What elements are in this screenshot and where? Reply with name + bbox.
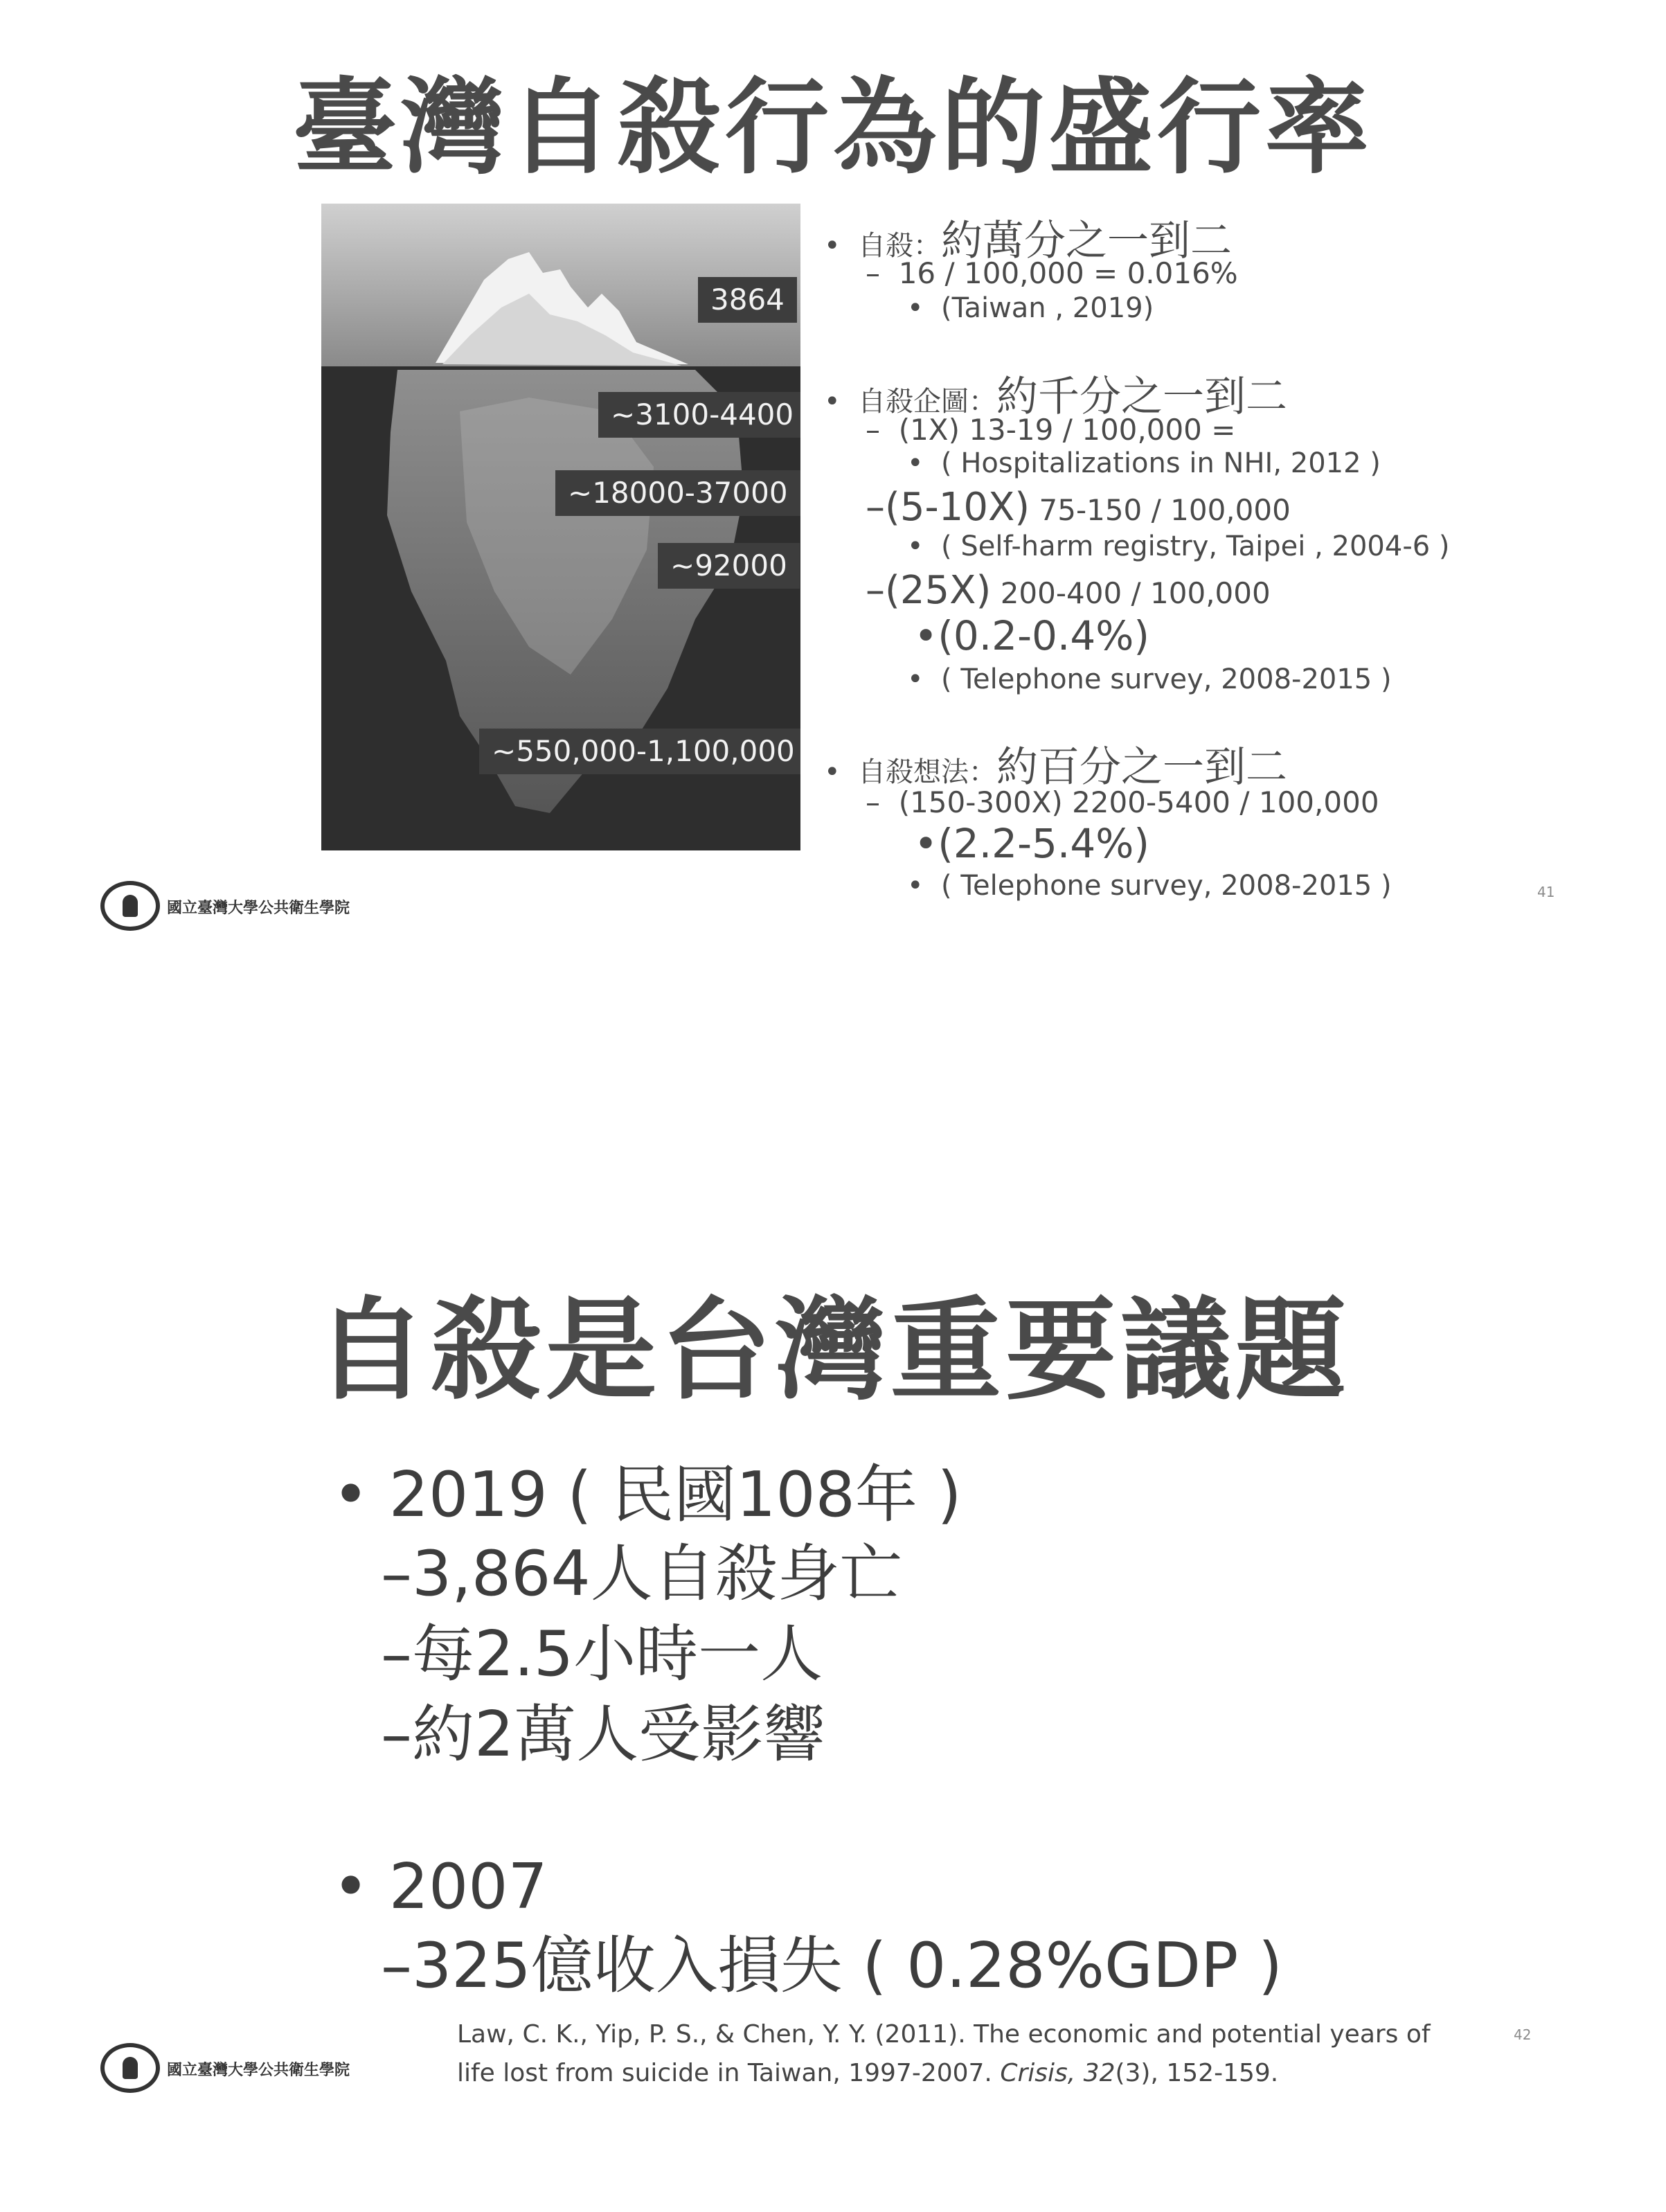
bullet-2007: • 2007 — [332, 1850, 548, 1923]
iceberg-label-deaths: 3864 — [698, 277, 797, 323]
suicide-rate: – 16 / 100,000 = 0.016% — [866, 256, 1238, 290]
attempt-source-2: • ( Self-harm registry, Taipei , 2004-6 ) — [907, 530, 1450, 562]
ntu-seal-icon — [100, 881, 160, 931]
bullet-attempt: • 自殺企圖：約千分之一到二 — [824, 373, 1288, 421]
attempt-rate-2: –(5-10X) 75-150 / 100,000 — [866, 485, 1291, 530]
ntu-seal-icon — [100, 2043, 160, 2093]
attempt-source-3: • ( Telephone survey, 2008-2015 ) — [907, 663, 1392, 695]
list-item: –325億收入損失 ( 0.28%GDP ) — [381, 1929, 1283, 2002]
list-item: –3,864人自殺身亡 — [381, 1537, 902, 1610]
iceberg-label-hospitalizations: ~3100-4400 — [598, 392, 800, 438]
slide-title: 臺灣自殺行為的盛行率 — [292, 68, 1373, 188]
attempt-rate-1: – (1X) 13-19 / 100,000 = — [866, 413, 1236, 447]
ntu-public-health-logo: 國立臺灣大學公共衛生學院 — [100, 2043, 364, 2098]
iceberg-image — [321, 204, 800, 850]
page-number: 42 — [1514, 2026, 1532, 2043]
iceberg-label-attempts: ~92000 — [658, 543, 800, 589]
list-item: –每2.5小時一人 — [381, 1618, 823, 1691]
ideation-source: • ( Telephone survey, 2008-2015 ) — [907, 870, 1392, 902]
bullet-2019: • 2019 ( 民國108年 ) — [332, 1459, 962, 1531]
slide-41 — [0, 0, 1666, 1039]
suicide-source: • (Taiwan , 2019) — [907, 292, 1154, 324]
list-item: –約2萬人受影響 — [381, 1698, 826, 1771]
ideation-rate: – (150-300X) 2200-5400 / 100,000 — [866, 785, 1379, 819]
attempt-source-1: • ( Hospitalizations in NHI, 2012 ) — [907, 447, 1381, 479]
slide-title: 自殺是台灣重要議題 — [315, 1285, 1350, 1415]
citation: Law, C. K., Yip, P. S., & Chen, Y. Y. (2011). The economic and potential years of life lost from suicide in Taiwan, 1997-2007. Crisis, 32(3), 152-159. — [457, 2020, 1431, 2087]
attempt-percent: •(0.2-0.4%) — [914, 612, 1149, 659]
bullet-suicide: • 自殺：約萬分之一到二 — [824, 217, 1233, 265]
attempt-rate-3: –(25X) 200-400 / 100,000 — [866, 568, 1271, 613]
bullet-ideation: • 自殺想法：約百分之一到二 — [824, 743, 1288, 792]
ntu-public-health-logo: 國立臺灣大學公共衛生學院 — [100, 881, 364, 936]
iceberg-label-ideation: ~550,000-1,100,000 — [479, 729, 800, 774]
iceberg-label-self-harm: ~18000-37000 — [555, 470, 800, 516]
ideation-percent: •(2.2-5.4%) — [914, 820, 1149, 867]
page-number: 41 — [1537, 884, 1555, 900]
